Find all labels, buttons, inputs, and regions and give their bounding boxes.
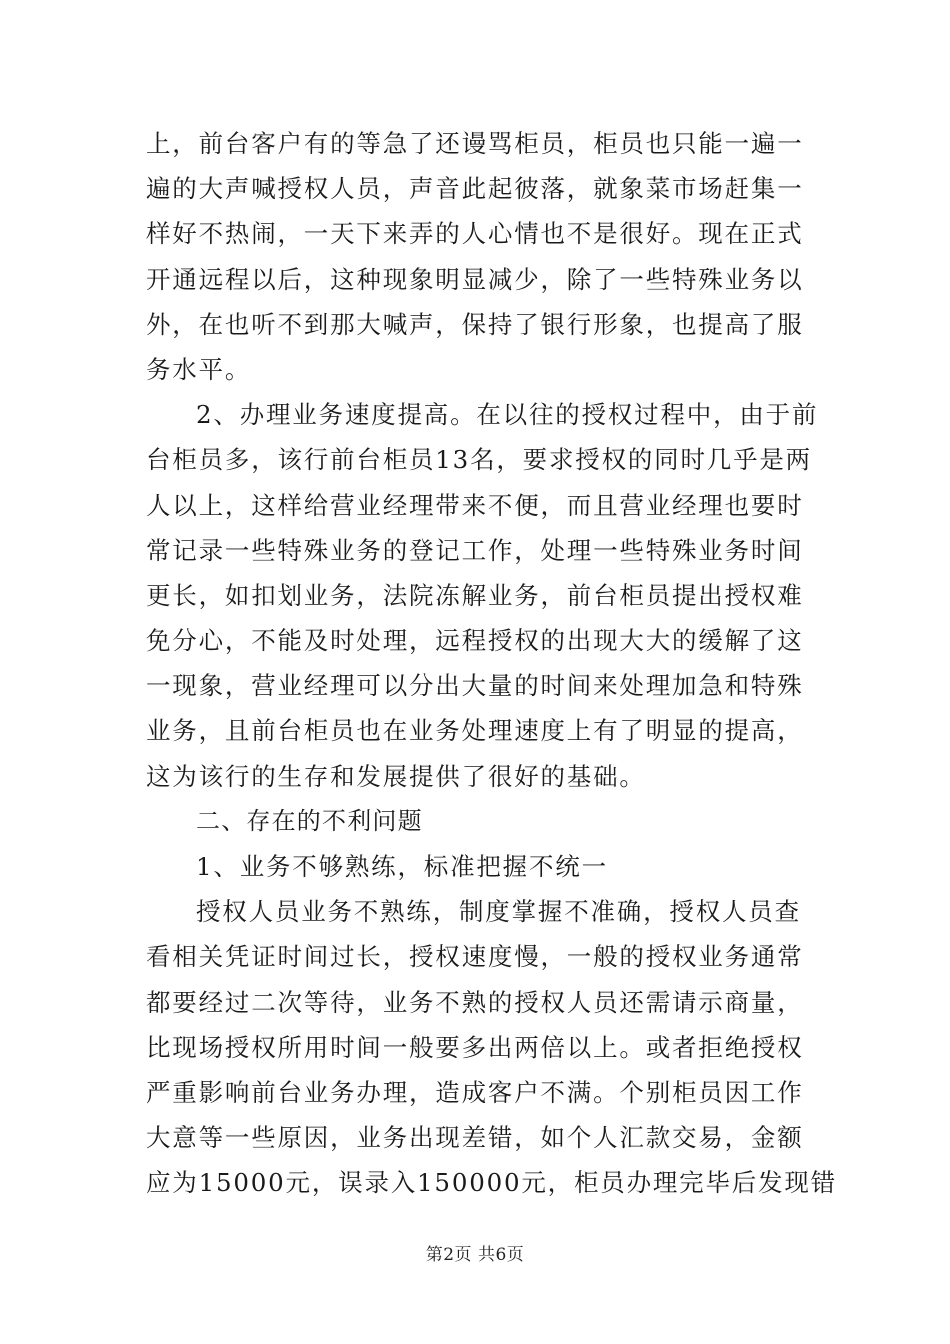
text-line: 开通远程以后，这种现象明显减少，除了一些特殊业务以	[146, 264, 804, 294]
text-line: 上，前台客户有的等急了还谩骂柜员，柜员也只能一遍一	[146, 129, 804, 158]
paragraph-start: 授权人员业务不熟练，制度掌握不准确，授权人员查	[196, 897, 801, 927]
text-line: 更长，如扣划业务，法院冻解业务，前台柜员提出授权难	[146, 580, 804, 610]
paragraph-start: 2、办理业务速度提高。在以往的授权过程中，由于前	[196, 400, 819, 430]
text-line: 人以上，这样给营业经理带来不便，而且营业经理也要时	[146, 490, 804, 520]
text-line: 应为15000元，误录入150000元，柜员办理完毕后发现错	[146, 1168, 837, 1198]
text-line: 大意等一些原因，业务出现差错，如个人汇款交易，金额	[146, 1123, 804, 1153]
section-heading: 二、存在的不利问题	[196, 806, 423, 835]
text-line: 台柜员多，该行前台柜员13名，要求授权的同时几乎是两	[146, 445, 812, 475]
body-text	[146, 121, 837, 1206]
text-line: 比现场授权所用时间一般要多出两倍以上。或者拒绝授权	[146, 1032, 804, 1062]
text-line: 看相关凭证时间过长，授权速度慢，一般的授权业务通常	[146, 942, 804, 972]
text-line: 都要经过二次等待，业务不熟的授权人员还需请示商量，	[146, 987, 804, 1017]
text-line: 严重影响前台业务办理，造成客户不满。个别柜员因工作	[146, 1077, 804, 1107]
text-line: 常记录一些特殊业务的登记工作，处理一些特殊业务时间	[146, 535, 804, 565]
subsection-heading: 1、业务不够熟练，标准把握不统一	[196, 852, 608, 881]
text-line: 外，在也听不到那大喊声，保持了银行形象，也提高了服	[146, 309, 804, 339]
text-line: 样好不热闹，一天下来弄的人心情也不是很好。现在正式	[146, 219, 804, 249]
text-line: 这为该行的生存和发展提供了很好的基础。	[146, 761, 646, 791]
text-line: 遍的大声喊授权人员，声音此起彼落，就象菜市场赶集一	[146, 174, 804, 204]
text-line: 务水平。	[146, 354, 252, 384]
text-line: 一现象，营业经理可以分出大量的时间来处理加急和特殊	[146, 671, 804, 701]
text-line: 免分心，不能及时处理，远程授权的出现大大的缓解了这	[146, 626, 804, 656]
page-number-footer: 第2页 共6页	[425, 1245, 525, 1265]
text-line: 业务，且前台柜员也在业务处理速度上有了明显的提高，	[146, 716, 804, 746]
